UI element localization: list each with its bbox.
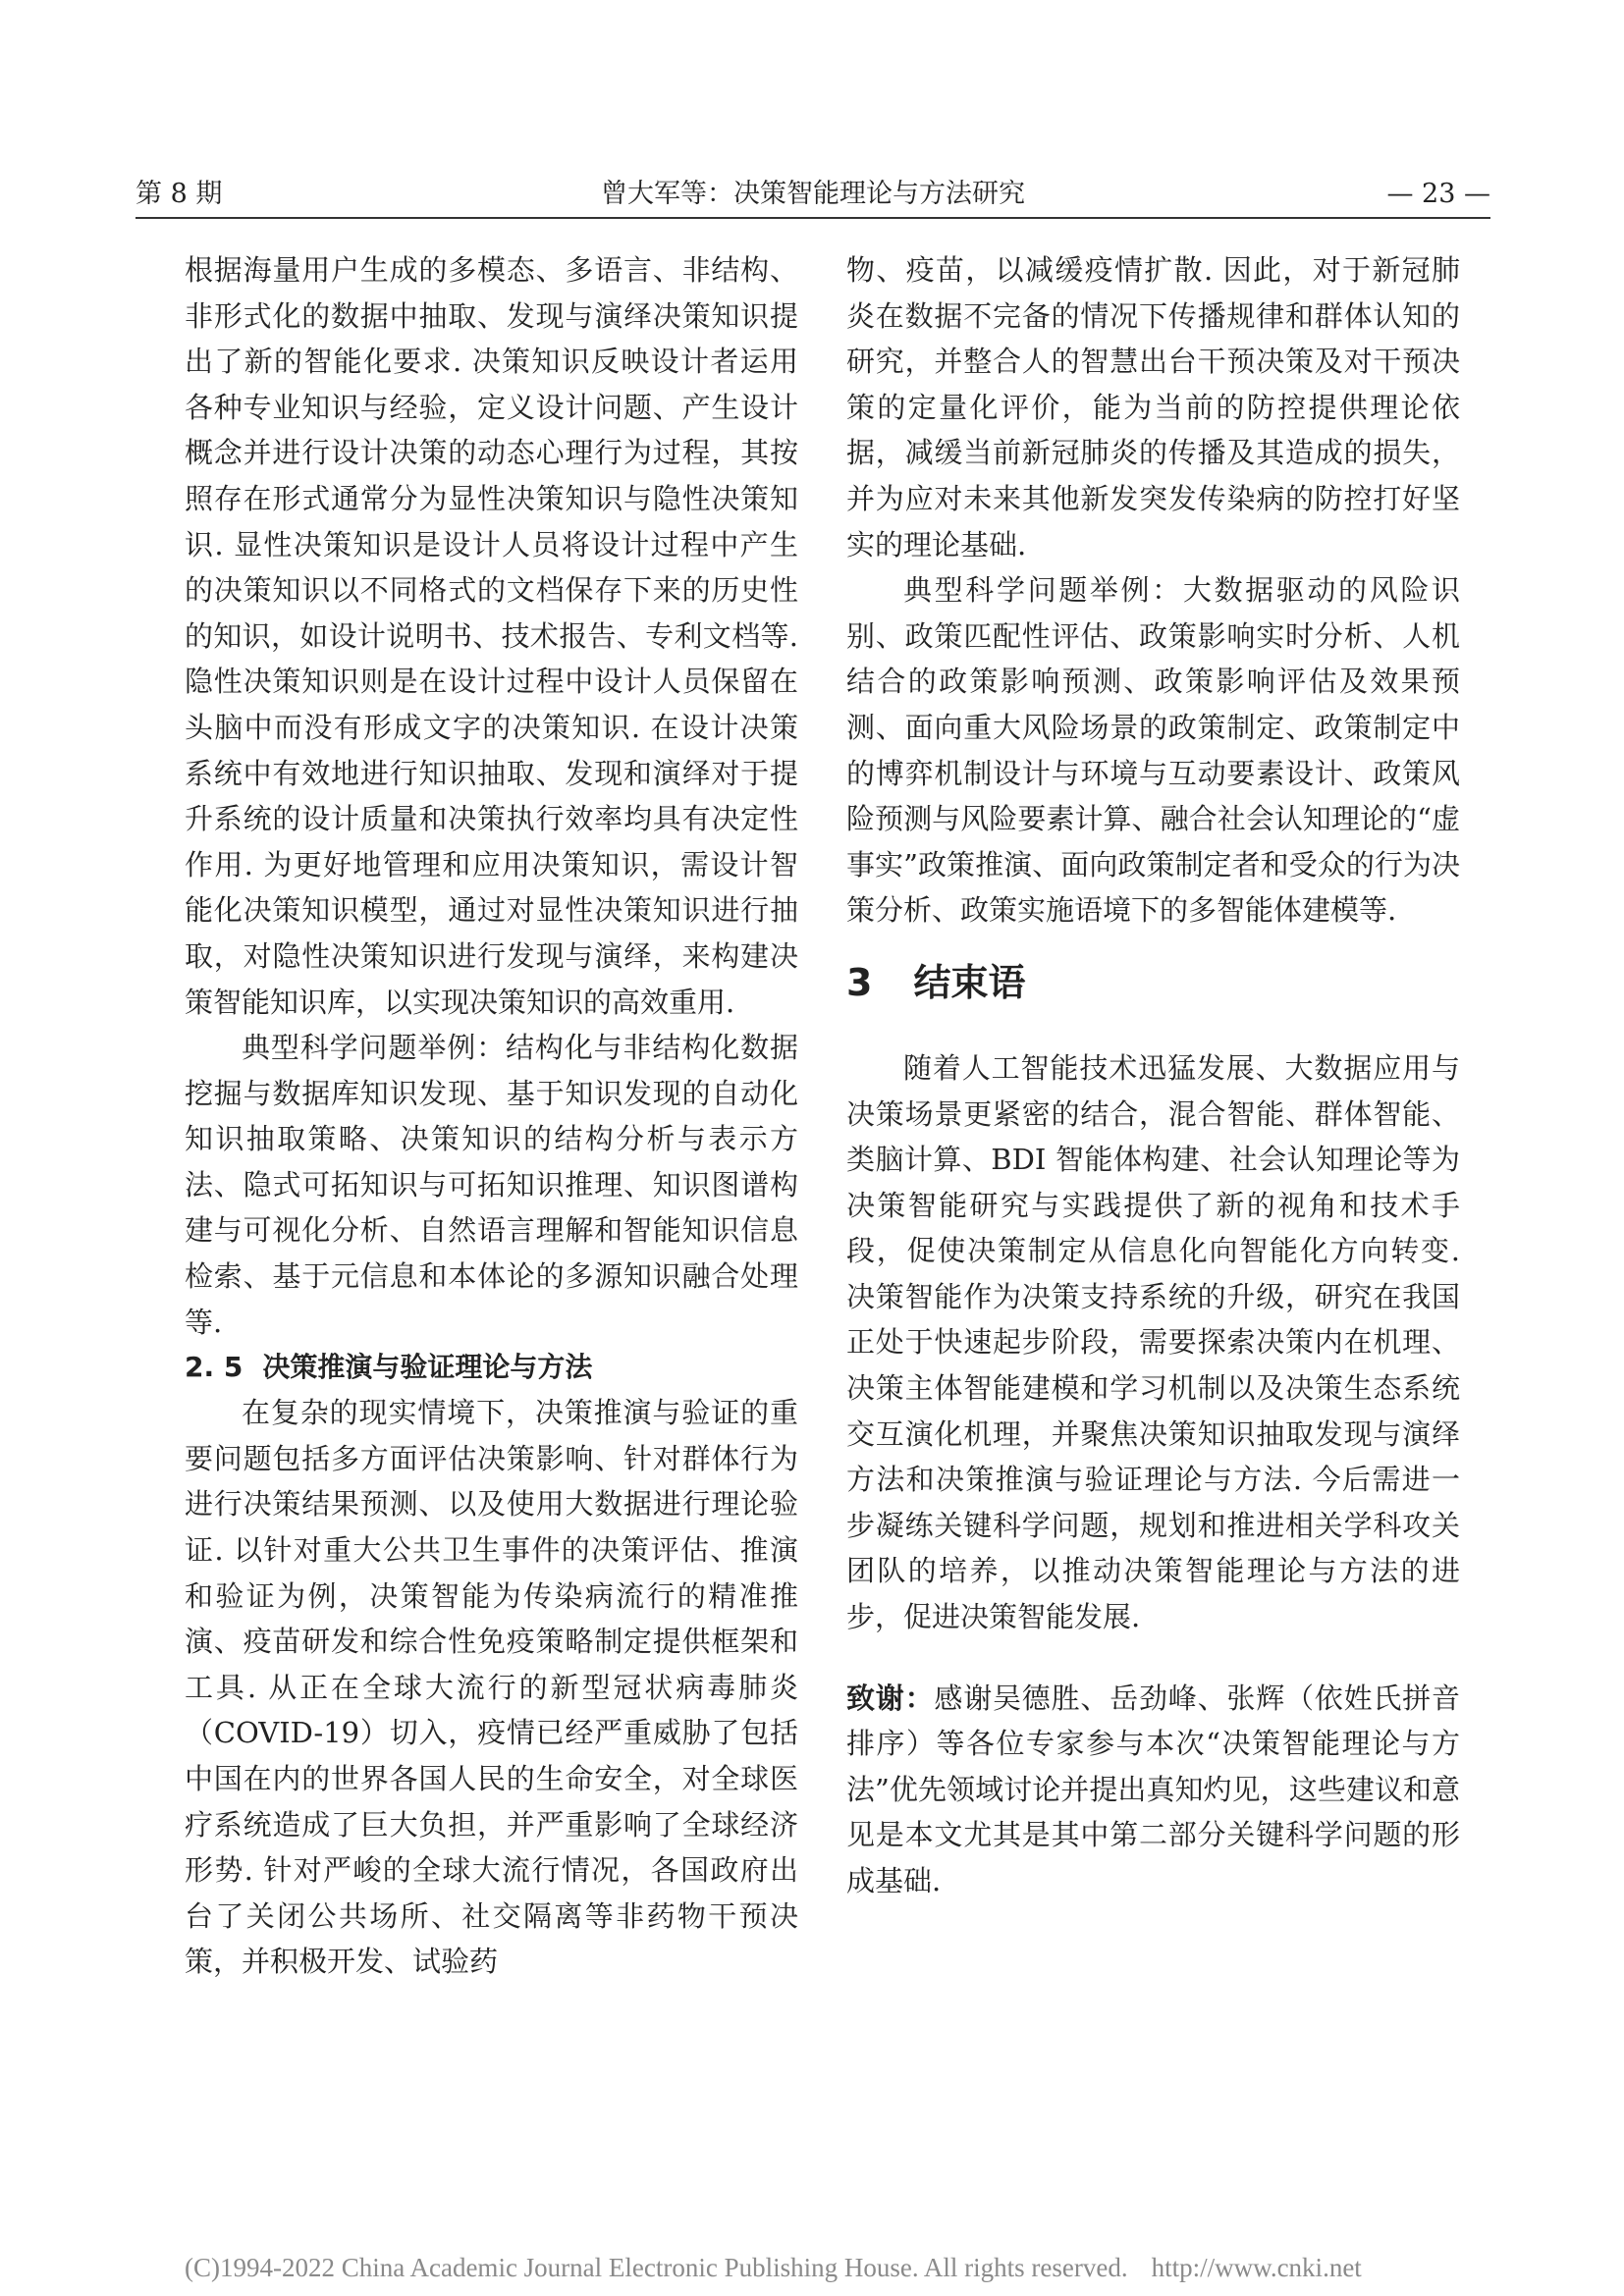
running-header xyxy=(135,177,1490,216)
paragraph-continued: 物、疫苗，以减缓疫情扩散. 因此，对于新冠肺炎在数据不完备的情况下传播规律和群体认知的研究，并整合人的智慧出台干预决策及对干预决策的定量化评价，能为当前的防控提供理论依据，减缓当前新冠肺炎的传播及其造成的损失，并为应对未来其他新发突发传染病的防控打好坚实的理论基础. xyxy=(846,253,1460,561)
paragraph-typical-problems-knowledge: 典型科学问题举例：结构化与非结构化数据挖掘与数据库知识发现、基于知识发现的自动化知识抽取策略、决策知识的结构分析与表示方法、隐式可拓知识与可拓知识推理、知识图谱构建与可视化分析、自然语言理解和智能知识信息检索、基于元信息和本体论的多源知识融合处理等. xyxy=(185,1031,798,1339)
subsection-title: 决策推演与验证理论与方法 xyxy=(262,1351,593,1384)
paragraph-typical-problems-policy: 典型科学问题举例：大数据驱动的风险识别、政策匹配性评估、政策影响实时分析、人机结合的政策影响预测、政策影响评估及效果预测、面向重大风险场景的政策制定、政策制定中的博弈机制设计与环境与互动要素设计、政策风险预测与风险要素计算、融合社会认知理论的“虚事实”政策推演、面向政策制定者和受众的行为决策分析、政策实施语境下的多智能体建模等. xyxy=(846,573,1460,928)
subsection-heading-2-5 xyxy=(185,1345,798,1390)
header-rule xyxy=(135,217,1490,219)
section-title: 结束语 xyxy=(913,960,1026,1004)
right-column xyxy=(846,247,1460,1904)
acknowledgement xyxy=(846,1676,1460,1904)
copyright-footer xyxy=(185,2253,1362,2283)
section-heading-conclusion xyxy=(846,953,1460,1012)
paragraph-decision-knowledge: 根据海量用户生成的多模态、多语言、非结构、非形式化的数据中抽取、发现与演绎决策知识提出了新的智能化要求. 决策知识反映设计者运用各种专业知识与经验，定义设计问题、产生设计概念并进行设计决策的动态心理行为过程，其按照存在形式通常分为显性决策知识与隐性决策知识. 显性决策知识是设计人员将设计过程中产生的决策知识以不同格式的文档保存下来的历史性的知识，如设计说明书、技术报告、专利文档等. 隐性决策知识则是在设计过程中设计人员保留在头脑中而没有形成文字的决策知识. 在设计决策系统中有效地进行知识抽取、发现和演绎对于提升系统的设计质量和决策执行效率均具有决定性作用. 为更好地管理和应用决策知识，需设计智能化决策知识模型，通过对显性决策知识进行抽取，对隐性决策知识进行发现与演绎，来构建决策智能知识库，以实现决策知识的高效重用. xyxy=(185,253,798,1019)
copyright-text: (C)1994-2022 China Academic Journal Electronic Publishing House. All rights reserved. xyxy=(185,2253,1128,2282)
section-number: 3 xyxy=(846,960,873,1004)
acknowledgement-text: 感谢吴德胜、岳劲峰、张辉（依姓氏拼音排序）等各位专家参与本次“决策智能理论与方法”优先领域讨论并提出真知灼见，这些建议和意见是本文尤其是其中第二部分关键科学问题的形成基础. xyxy=(846,1681,1460,1897)
page-number: — 23 — xyxy=(1386,179,1490,209)
left-column xyxy=(185,247,798,1985)
paragraph-decision-deduction: 在复杂的现实情境下，决策推演与验证的重要问题包括多方面评估决策影响、针对群体行为进行决策结果预测、以及使用大数据进行理论验证. 以针对重大公共卫生事件的决策评估、推演和验证为例，决策智能为传染病流行的精准推演、疫苗研发和综合性免疫策略制定提供框架和工具. 从正在全球大流行的新型冠状病毒肺炎（COVID-19）切入，疫情已经严重威胁了包括中国在内的世界各国人民的生命安全，对全球医疗系统造成了巨大负担，并严重影响了全球经济形势. 针对严峻的全球大流行情况，各国政府出台了关闭公共场所、社交隔离等非药物干预决策，并积极开发、试验药 xyxy=(185,1396,798,1979)
acknowledgement-label: 致谢： xyxy=(846,1681,935,1715)
paragraph-conclusion: 随着人工智能技术迅猛发展、大数据应用与决策场景更紧密的结合，混合智能、群体智能、类脑计算、BDI 智能体构建、社会认知理论等为决策智能研究与实践提供了新的视角和技术手段，促使决策制定从信息化向智能化方向转变. 决策智能作为决策支持系统的升级，研究在我国正处于快速起步阶段，需要探索决策内在机理、决策主体智能建模和学习机制以及决策生态系统交互演化机理，并聚焦决策知识抽取发现与演绎方法和决策推演与验证理论与方法. 今后需进一步凝练关键科学问题，规划和推进相关学科攻关团队的培养，以推动决策智能理论与方法的进步，促进决策智能发展. xyxy=(846,1050,1460,1634)
subsection-number: 2. 5 xyxy=(185,1351,244,1384)
running-title: 曾大军等：决策智能理论与方法研究 xyxy=(601,179,1025,209)
footer-url: http://www.cnki.net xyxy=(1151,2253,1362,2282)
issue-number: 第 8 期 xyxy=(135,179,223,209)
